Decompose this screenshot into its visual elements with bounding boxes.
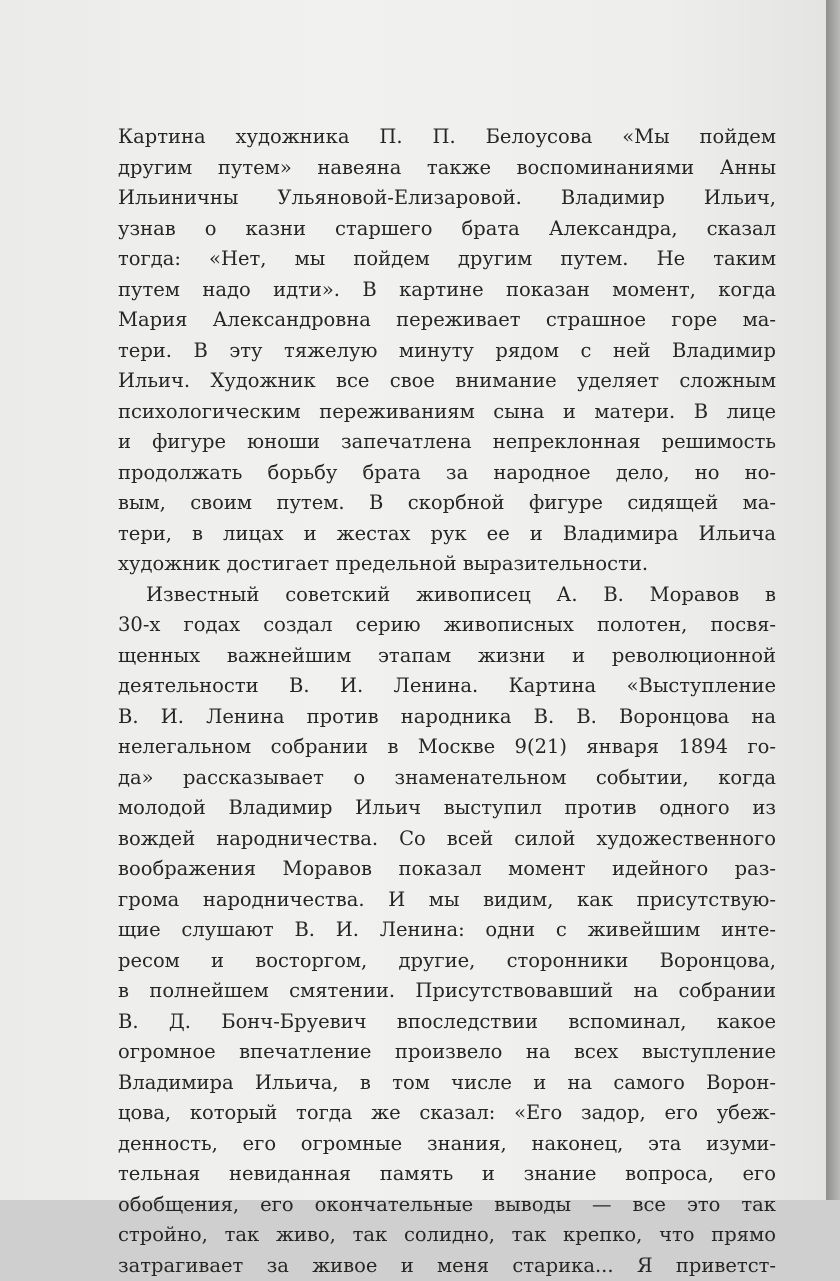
text-line: Ильиничны Ульяновой-Елизаровой. Владимир Ильич,: [118, 183, 776, 214]
text-line: нелегальном собрании в Москве 9(21) января 1894 го-: [118, 732, 776, 763]
text-line: щие слушают В. И. Ленина: одни с живейшим инте-: [118, 915, 776, 946]
text-line: другим путем» навеяна также воспоминаниями Анны: [118, 153, 776, 184]
text-line: вым, своим путем. В скорбной фигуре сидящей ма-: [118, 488, 776, 519]
text-line: Ильич. Художник все свое внимание уделяет сложным: [118, 366, 776, 397]
body-text: [118, 122, 776, 1281]
text-line: грома народничества. И мы видим, как присутствую-: [118, 885, 776, 916]
text-line: обобщения, его окончательные выводы — все это так: [118, 1190, 776, 1221]
text-line: узнав о казни старшего брата Александра, сказал: [118, 214, 776, 245]
text-line: 30-х годах создал серию живописных полотен, посвя-: [118, 610, 776, 641]
text-line: В. И. Ленина против народника В. В. Воронцова на: [118, 702, 776, 733]
text-line: ресом и восторгом, другие, сторонники Воронцова,: [118, 946, 776, 977]
text-line: да» рассказывает о знаменательном событии, когда: [118, 763, 776, 794]
text-line: продолжать борьбу брата за народное дело, но но-: [118, 458, 776, 489]
text-line: в полнейшем смятении. Присутствовавший на собрании: [118, 976, 776, 1007]
text-line: тери, в лицах и жестах рук ее и Владимира Ильича: [118, 519, 776, 550]
text-line: воображения Моравов показал момент идейного раз-: [118, 854, 776, 885]
text-line: тери. В эту тяжелую минуту рядом с ней Владимир: [118, 336, 776, 367]
text-line: затрагивает за живое и меня старика... Я приветст-: [118, 1251, 776, 1281]
text-line: психологическим переживаниям сына и матери. В лице: [118, 397, 776, 428]
text-line: Картина художника П. П. Белоусова «Мы пойдем: [118, 122, 776, 153]
text-line: щенных важнейшим этапам жизни и революционной: [118, 641, 776, 672]
text-line: и фигуре юноши запечатлена непреклонная решимость: [118, 427, 776, 458]
text-line: стройно, так живо, так солидно, так крепко, что прямо: [118, 1220, 776, 1251]
text-line: Владимира Ильича, в том числе и на самого Ворон-: [118, 1068, 776, 1099]
text-line: художник достигает предельной выразительности.: [118, 549, 776, 580]
text-line: тельная невиданная память и знание вопроса, его: [118, 1159, 776, 1190]
page-edge-shadow: [826, 0, 840, 1200]
paragraph-start-line: Известный советский живописец А. В. Моравов в: [118, 580, 776, 611]
text-line: Мария Александровна переживает страшное горе ма-: [118, 305, 776, 336]
text-line: тогда: «Нет, мы пойдем другим путем. Не таким: [118, 244, 776, 275]
text-line: путем надо идти». В картине показан момент, когда: [118, 275, 776, 306]
text-line: молодой Владимир Ильич выступил против одного из: [118, 793, 776, 824]
text-line: цова, который тогда же сказал: «Его задор, его убеж-: [118, 1098, 776, 1129]
text-line: В. Д. Бонч-Бруевич впоследствии вспоминал, какое: [118, 1007, 776, 1038]
text-line: деятельности В. И. Ленина. Картина «Выступление: [118, 671, 776, 702]
text-line: огромное впечатление произвело на всех выступление: [118, 1037, 776, 1068]
text-line: вождей народничества. Со всей силой художественного: [118, 824, 776, 855]
text-line: денность, его огромные знания, наконец, эта изуми-: [118, 1129, 776, 1160]
